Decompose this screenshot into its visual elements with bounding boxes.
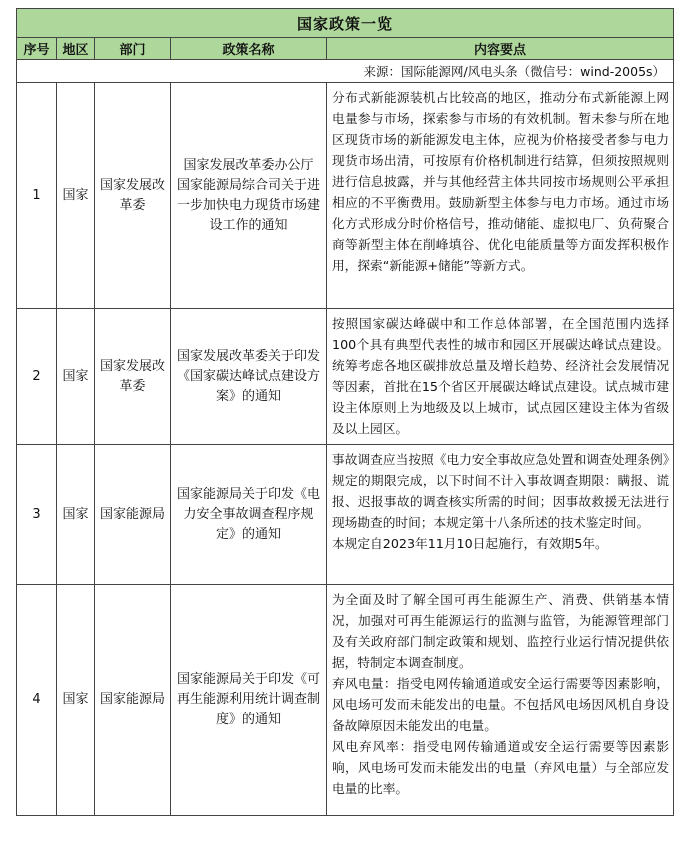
content-paragraph: 弃风电量：指受电网传输通道或安全运行需要等因素影响，风电场可发而未能发出的电量。不包括风电场因风机自身设备故障原因未能发出的电量。 bbox=[332, 676, 670, 733]
content-paragraph: 按照国家碳达峰碳中和工作总体部署，在全国范围内选择100个具有典型代表性的城市和园区开展碳达峰试点建设。统筹考虑各地区碳排放总量及增长趋势、经济社会发展情况等因素，首批在15个省区开展碳达峰试点建设。试点城市建设主体原则上为地级及以上城市，试点园区建设主体为省级及以上园区。 bbox=[332, 316, 670, 436]
row-dept: 国家发展改革委 bbox=[95, 309, 171, 445]
row-index: 1 bbox=[17, 83, 57, 309]
row-policy-name: 国家发展改革委关于印发《国家碳达峰试点建设方案》的通知 bbox=[171, 309, 327, 445]
row-content bbox=[327, 309, 674, 445]
policy-table bbox=[16, 8, 674, 816]
content-paragraph: 分布式新能源装机占比较高的地区，推动分布式新能源上网电量参与市场，探索参与市场的有效机制。暂未参与所在地区现货市场的新能源发电主体，应视为价格接受者参与电力现货市场出清，可按原有价格机制进行结算，但须按照规则进行信息披露，并与其他经营主体共同按市场规则公平承担相应的不平衡费用。鼓励新型主体参与电力市场。通过市场化方式形成分时价格信号，推动储能、虚拟电厂、负荷聚合商等新型主体在削峰填谷、优化电能质量等方面发挥积极作用，探索“新能源+储能”等新方式。 bbox=[332, 90, 670, 273]
table-title: 国家政策一览 bbox=[17, 9, 674, 38]
table-row bbox=[17, 309, 674, 445]
row-region: 国家 bbox=[57, 585, 95, 816]
header-index: 序号 bbox=[17, 38, 57, 60]
content-paragraph: 为全面及时了解全国可再生能源生产、消费、供销基本情况，加强对可再生能源运行的监测与监管，为能源管理部门及有关政府部门制定政策和规划、监控行业运行情况提供依据，特制定本调查制度。 bbox=[332, 592, 670, 670]
row-region: 国家 bbox=[57, 83, 95, 309]
content-paragraph: 风电弃风率：指受电网传输通道或安全运行需要等因素影响，风电场可发而未能发出的电量（弃风电量）与全部应发电量的比率。 bbox=[332, 739, 670, 796]
row-content bbox=[327, 445, 674, 585]
header-row bbox=[17, 38, 674, 60]
row-policy-name: 国家能源局关于印发《可再生能源利用统计调查制度》的通知 bbox=[171, 585, 327, 816]
row-region: 国家 bbox=[57, 445, 95, 585]
content-paragraph: 本规定自2023年11月10日起施行，有效期5年。 bbox=[332, 536, 608, 551]
row-dept: 国家能源局 bbox=[95, 445, 171, 585]
row-policy-name: 国家能源局关于印发《电力安全事故调查程序规定》的通知 bbox=[171, 445, 327, 585]
row-policy-name: 国家发展改革委办公厅 国家能源局综合司关于进一步加快电力现货市场建设工作的通知 bbox=[171, 83, 327, 309]
header-content: 内容要点 bbox=[327, 38, 674, 60]
row-index: 4 bbox=[17, 585, 57, 816]
table-row bbox=[17, 83, 674, 309]
row-content bbox=[327, 585, 674, 816]
source-note: 来源：国际能源网/风电头条（微信号：wind-2005s） bbox=[17, 60, 674, 83]
header-policy: 政策名称 bbox=[171, 38, 327, 60]
header-region: 地区 bbox=[57, 38, 95, 60]
table-row bbox=[17, 585, 674, 816]
row-region: 国家 bbox=[57, 309, 95, 445]
row-index: 3 bbox=[17, 445, 57, 585]
row-dept: 国家发展改革委 bbox=[95, 83, 171, 309]
row-dept: 国家能源局 bbox=[95, 585, 171, 816]
row-index: 2 bbox=[17, 309, 57, 445]
header-dept: 部门 bbox=[95, 38, 171, 60]
table-row bbox=[17, 445, 674, 585]
row-content bbox=[327, 83, 674, 309]
content-paragraph: 事故调查应当按照《电力安全事故应急处置和调查处理条例》规定的期限完成，以下时间不计入事故调查期限：瞒报、谎报、迟报事故的调查核实所需的时间；因事故救援无法进行现场勘查的时间；本规定第十八条所述的技术鉴定时间。 bbox=[332, 452, 670, 530]
